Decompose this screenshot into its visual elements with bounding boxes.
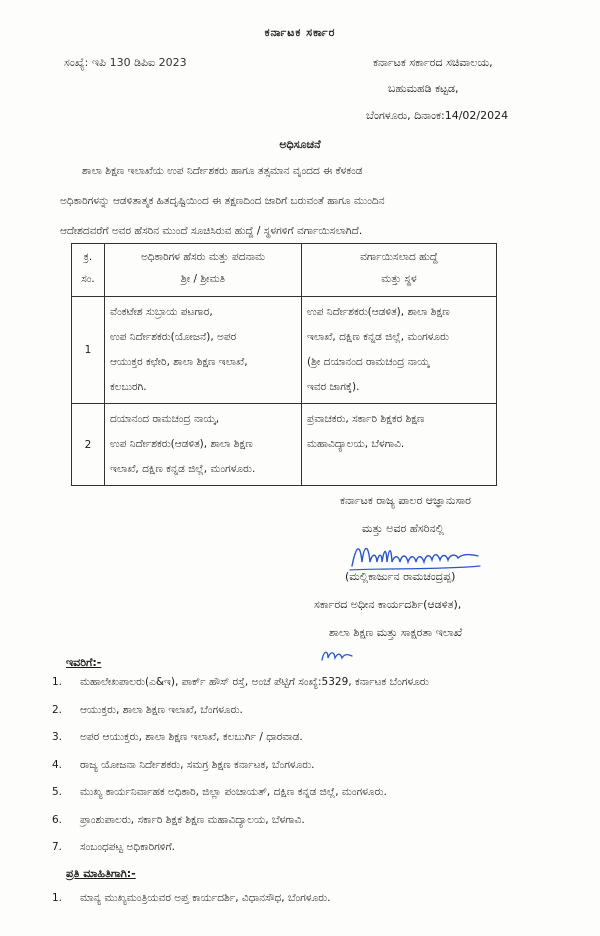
notification-title: ಅಧಿಸೂಚನೆ [279,138,321,151]
list-item [52,676,429,704]
cell-line: ಉಪ ನಿರ್ದೇಶಕರು(ಆಡಳಿತ), ಶಾಲಾ ಶಿಕ್ಷಣ [110,438,253,450]
item-text: ರಾಜ್ಯ ಯೋಜನಾ ನಿರ್ದೇಶಕರು, ಸಮಗ್ರ ಶಿಕ್ಷಣ ಕರ್ನಾಟಕ, ಬೆಂಗಳೂರು. [80,758,315,771]
item-number: 2. [52,703,63,716]
item-text: ಮುಖ್ಯ ಕಾರ್ಯನಿರ್ವಾಹಕ ಅಧಿಕಾರಿ, ಜಿಲ್ಲಾ ಪಂಚಾಯತ್, ದಕ್ಷಿಣ ಕನ್ನಡ ಜಿಲ್ಲೆ, ಮಂಗಳೂರು. [80,786,387,798]
cell-line: ಉಪ ನಿರ್ದೇಶಕರು(ಆಡಳಿತ), ಶಾಲಾ ಶಿಕ್ಷಣ [307,306,450,318]
cell-line: ಕಲಬುರಗಿ. [110,381,147,393]
header-text: ವರ್ಗಾಯಿಸಲಾದ ಹುದ್ದೆ [360,251,438,263]
on-behalf-line: ಮತ್ತು ಅವರ ಹೆಸರಿನಲ್ಲಿ [362,522,444,535]
cell-line: ಆಯುಕ್ತರ ಕಛೇರಿ, ಶಾಲಾ ಶಿಕ್ಷಣ ಇಲಾಖೆ, [110,356,248,368]
item-text: ಸಂಬಂಧಪಟ್ಟ ಅಧಿಕಾರಿಗಳಿಗೆ. [80,841,175,853]
item-number: 7. [52,841,63,853]
government-title: ಕರ್ನಾಟಕ ಸರ್ಕಾರ [264,26,336,39]
item-text: ಆಯುಕ್ತರು, ಶಾಲಾ ಶಿಕ್ಷಣ ಇಲಾಖೆ, ಬೆಂಗಳೂರು. [80,703,243,716]
item-number: 5. [52,786,63,798]
officer-header [105,244,302,297]
cell-line: ಇಲಾಖೆ, ದಕ್ಷಿಣ ಕನ್ನಡ ಜಿಲ್ಲೆ, ಮಂಗಳೂರು [307,331,450,343]
header-text: ಮತ್ತು ಸ್ಥಳ [381,273,417,285]
intro-line: ಆದೇಶದವರೆಗೆ ಅವರ ಹೆಸರಿನ ಮುಂದೆ ಸೂಚಿಸಿರುವ ಹುದ್ದೆ / ಸ್ಥಳಗಳಿಗೆ ವರ್ಗಾಯಿಸಲಾಗಿದೆ. [60,225,363,237]
item-text: ಮಹಾಲೇಖಪಾಲರು(ಎ&ಇ), ಪಾರ್ಕ್ ಹೌಸ್ ರಸ್ತೆ, ಅಂಚೆ ಪೆಟ್ಟಿಗೆ ಸಂಖ್ಯೆ:5329, ಕರ್ನಾಟಕ ಬೆಂಗಳೂರು [80,676,429,688]
item-number: 6. [52,813,63,826]
serial-cell: 1 [72,297,105,404]
reference-number: ಸಂಖ್ಯೆ: ಇಪಿ 130 ಡಿಪಿಐ 2023 [64,56,187,69]
serial-header [72,244,105,297]
list-item [52,759,429,787]
list-item [52,814,429,842]
item-number: 4. [52,758,63,771]
cell-line: ಇವರ ಜಾಗಕ್ಕೆ). [307,381,360,393]
cell-line: ಉಪ ನಿರ್ದೇಶಕರು(ಯೋಜನೆ), ಅಪರ [110,331,237,343]
list-item [52,731,429,759]
serial-cell: 2 [72,404,105,486]
list-item [52,892,331,905]
item-number: 3. [52,731,63,743]
transfer-table [71,243,497,486]
office-address-line2: ಬಹುಮಹಡಿ ಕಟ್ಟಡ, [388,82,459,95]
copy-to-list [52,892,331,905]
list-item [52,841,429,869]
cell-line: ವೆಂಕಟೇಶ ಸುಬ್ರಾಯ ಪಟಗಾರ, [110,306,213,318]
officer-cell [105,297,302,404]
header-text: ಕ್ರ. [83,251,93,263]
header-text: ಸಂ. [81,273,95,285]
item-text: ಅಪರ ಆಯುಕ್ತರು, ಶಾಲಾ ಶಿಕ್ಷಣ ಇಲಾಖೆ, ಕಲಬುರ್ಗಿ / ಧಾರವಾಡ. [80,731,303,743]
item-number: 1. [52,892,63,904]
initials-mark [318,644,358,666]
office-address-line1: ಕರ್ನಾಟಕ ಸರ್ಕಾರದ ಸಚಿವಾಲಯ, [373,56,493,69]
item-number: 1. [52,676,63,688]
signatory-name: (ಮಲ್ಲಿಕಾರ್ಜುನ ರಾಮಚಂದ್ರಪ್ಪ) [345,570,456,583]
by-order-line: ಕರ್ನಾಟಕ ರಾಜ್ಯ ಪಾಲರ ಆಜ್ಞಾನುಸಾರ [340,494,471,507]
posting-header [302,244,497,297]
table-row [72,404,497,486]
cell-line: (ಶ್ರೀ ದಯಾನಂದ ರಾಮಚಂದ್ರ ನಾಯ್ಕ [307,356,430,368]
recipients-heading: ಇವರಿಗೆ:- [66,656,102,669]
copy-to-heading: ಪ್ರತಿ ಮಾಹಿತಿಗಾಗಿ:- [66,867,136,880]
officer-cell [105,404,302,486]
list-item [52,786,429,814]
posting-cell [302,404,497,486]
item-text: ಮಾನ್ಯ ಮುಖ್ಯಮಂತ್ರಿಯವರ ಅಪ್ತ ಕಾರ್ಯದರ್ಶಿ, ವಿಧಾನಸೌಧ, ಬೆಂಗಳೂರು. [80,892,331,904]
cell-line: ಪ್ರವಾಚಕರು, ಸರ್ಕಾರಿ ಶಿಕ್ಷಕರ ಶಿಕ್ಷಣ [307,413,425,425]
list-item [52,704,429,732]
table-header-row [72,244,497,297]
initials-stroke [322,652,352,660]
table-row [72,297,497,404]
signature-stroke [352,548,478,566]
posting-cell [302,297,497,404]
intro-line: ಅಧಿಕಾರಿಗಳನ್ನು ಆಡಳಿತಾತ್ಮಕ ಹಿತದೃಷ್ಟಿಯಿಂದ ಈ ತಕ್ಷಣದಿಂದ ಜಾರಿಗೆ ಬರುವಂತೆ ಹಾಗೂ ಮುಂದಿನ [60,195,385,207]
header-text: ಅಧಿಕಾರಿಗಳ ಹೆಸರು ಮತ್ತು ಪದನಾಮ [140,251,266,263]
signatory-department: ಶಾಲಾ ಶಿಕ್ಷಣ ಮತ್ತು ಸಾಕ್ಷರತಾ ಇಲಾಖೆ [329,626,463,639]
intro-line: ಶಾಲಾ ಶಿಕ್ಷಣ ಇಲಾಖೆಯ ಉಪ ನಿರ್ದೇಶಕರು ಹಾಗೂ ತತ್ಸಮಾನ ವೃಂದದ ಈ ಕೆಳಕಂಡ [82,165,363,177]
place-date: ಬೆಂಗಳೂರು, ದಿನಾಂಕ:14/02/2024 [366,109,509,122]
cell-line: ದಯಾನಂದ ರಾಮಚಂದ್ರ ನಾಯ್ಕ, [110,413,220,425]
signatory-designation: ಸರ್ಕಾರದ ಅಧೀನ ಕಾರ್ಯದರ್ಶಿ(ಆಡಳಿತ), [314,598,462,611]
cell-line: ಮಹಾವಿದ್ಯಾಲಯ, ಬೆಳಗಾವಿ. [307,438,405,450]
cell-line: ಇಲಾಖೆ, ದಕ್ಷಿಣ ಕನ್ನಡ ಜಿಲ್ಲೆ, ಮಂಗಳೂರು. [110,463,256,475]
item-text: ಪ್ರಾಂಶುಪಾಲರು, ಸರ್ಕಾರಿ ಶಿಕ್ಷಕ ಶಿಕ್ಷಣ ಮಹಾವಿದ್ಯಾಲಯ, ಬೆಳಗಾವಿ. [80,813,305,826]
recipients-list [52,676,429,869]
header-text: ಶ್ರೀ / ಶ್ರೀಮತಿ [180,273,226,285]
notification-intro [60,156,500,246]
